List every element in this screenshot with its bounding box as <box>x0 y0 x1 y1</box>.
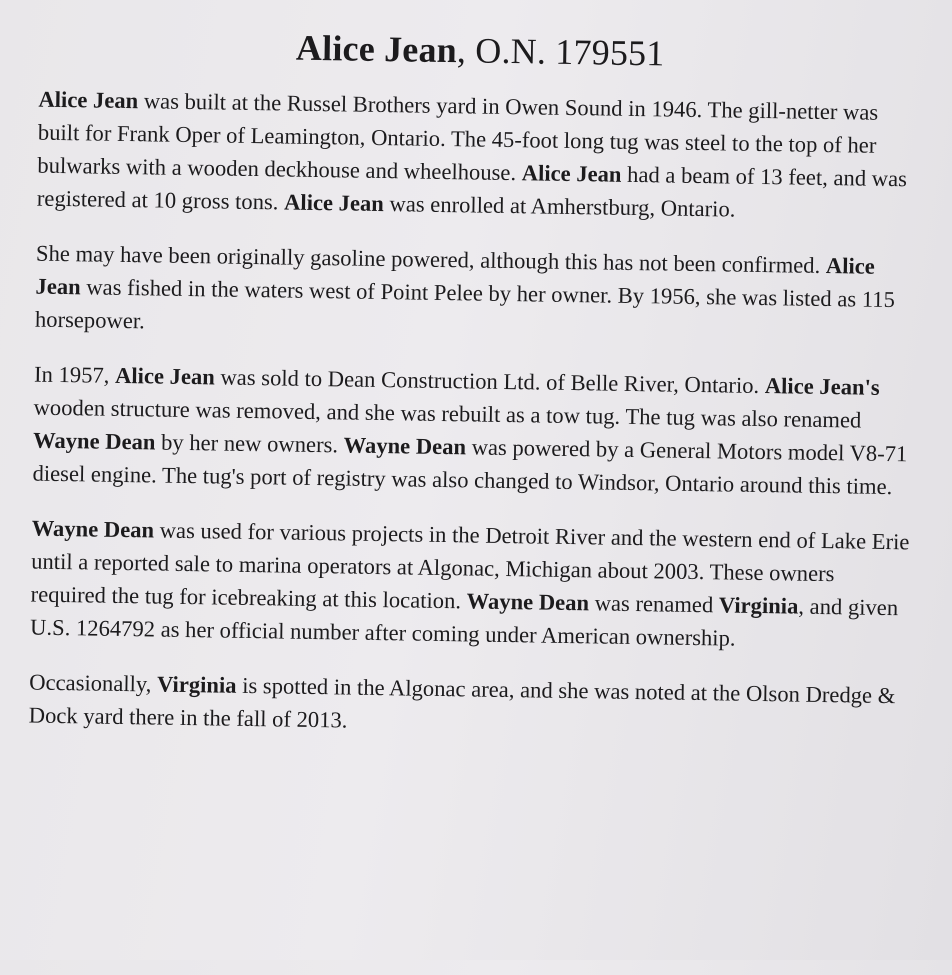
text-run: was sold to Dean Construction Ltd. of Belle River, Ontario. <box>214 364 766 399</box>
text-run-bold: Alice Jean <box>521 160 622 187</box>
text-run: is spotted in the Algonac area, and she was noted at the Olson Dredge & Dock yard there in the fall of 2013. <box>28 672 896 733</box>
text-run: , and given U.S. 1264792 as her official number after coming under American ownership. <box>29 593 899 651</box>
text-run: Occasionally, <box>29 669 158 697</box>
text-run-bold: Alice Jean's <box>764 373 880 400</box>
paragraph-current <box>29 666 910 746</box>
text-run: She may have been originally gasoline powered, although this has not been confirmed. <box>35 240 827 279</box>
text-run: was built at the Russel Brothers yard in Owen Sound in 1946. The gill-netter was built for Frank Oper of Leamington, Ontario. The 45-foot long tug was steel to the top of her bulwarks with a wooden deckhouse and wheelhouse. <box>37 88 879 186</box>
text-run-bold: Wayne Dean <box>31 515 155 543</box>
paragraph-power <box>35 237 916 350</box>
text-run-bold: Virginia <box>156 671 237 698</box>
document-title <box>39 23 922 79</box>
text-run: was fished in the waters west of Point Pelee by her owner. By 1956, she was listed as 115 horsepower. <box>34 274 896 334</box>
text-run-bold: Virginia <box>718 592 799 619</box>
paragraph-detroit-river <box>30 512 912 658</box>
text-run: had a beam of 13 feet, and was registered at 10 gross tons. <box>36 161 908 215</box>
text-run: was renamed <box>588 590 720 618</box>
text-run-bold: Alice Jean <box>283 189 385 217</box>
text-run-bold: Alice Jean <box>35 253 876 300</box>
text-run: wooden structure was removed, and she was rebuilt as a tow tug. The tug was also renamed <box>33 394 862 433</box>
paragraph-sale-1957 <box>32 358 914 504</box>
text-run: was enrolled at Amherstburg, Ontario. <box>383 191 736 222</box>
text-run: was powered by a General Motors model V8-71 diesel engine. The tug's port of registry was also changed to Windsor, Ontario around this time. <box>32 434 908 500</box>
text-run-bold: Wayne Dean <box>343 432 467 460</box>
text-run: In 1957, <box>33 361 116 388</box>
text-run-bold: Wayne Dean <box>32 427 156 455</box>
text-run-bold: Alice Jean <box>114 362 216 390</box>
text-run-bold: Alice Jean <box>38 86 139 114</box>
text-run-bold: Wayne Dean <box>466 588 590 616</box>
paragraph-build-history <box>37 83 919 229</box>
official-number: , O.N. 179551 <box>456 30 665 74</box>
text-run: was used for various projects in the Detroit River and the western end of Lake Erie until a reported sale to marina operators at Algonac, Michigan about 2003. These owners required the tug for icebreaking at this location. <box>30 517 910 614</box>
vessel-name: Alice Jean <box>295 27 458 71</box>
text-run: by her new owners. <box>155 429 344 458</box>
